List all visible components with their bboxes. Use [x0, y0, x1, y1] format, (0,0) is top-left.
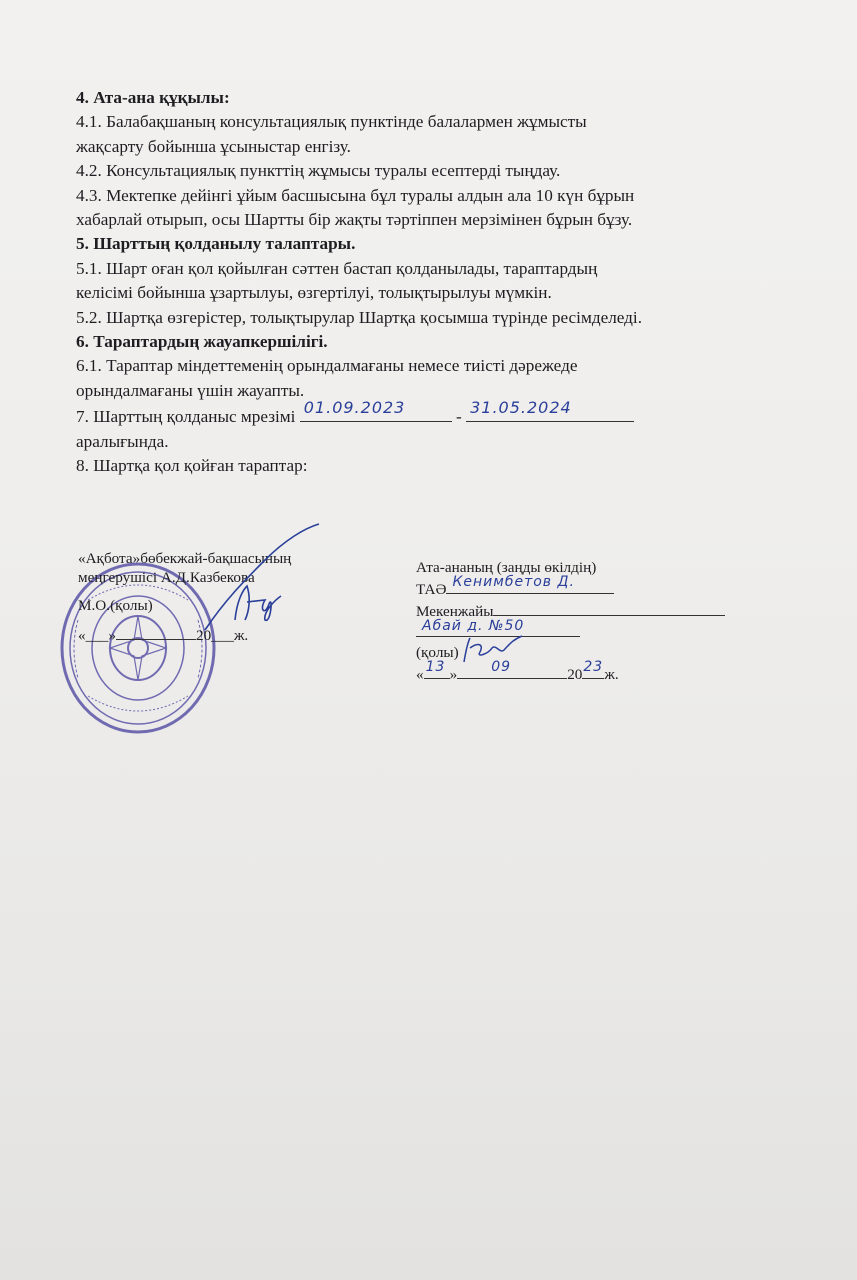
- term-end-field: [466, 397, 634, 422]
- clause-4-2: 4.2. Консультациялық пункттің жұмысы туралы есептерді тыңдау.: [76, 161, 561, 181]
- head-name: меңгерушісі А.Д.Казбекова: [78, 568, 255, 586]
- date-day-handwritten: 13: [425, 659, 446, 676]
- clause-4-1-line-2: жақсарту бойынша ұсыныстар енгізу.: [76, 136, 351, 156]
- clause-4-1-line-1: 4.1. Балабақшаның консультациялық пунктінде балалармен жұмысты: [76, 112, 587, 132]
- parent-fio-line: [416, 574, 746, 600]
- clause-4-3-line-2: хабарлай отырып, осы Шартты бір жақты тәртіппен мерзімінен бұрын бұзу.: [76, 210, 633, 230]
- seal-sign-label: М.О.(қолы): [78, 597, 153, 614]
- clause-4-3-line-1: 4.3. Мектепке дейінгі ұйым басшысына бұл туралы алдын ала 10 күн бұрын: [76, 185, 635, 205]
- fio-label: ТАӘ: [416, 580, 447, 598]
- date-month-handwritten: 09: [491, 659, 512, 676]
- date-year-field: [582, 659, 604, 679]
- head-signature: [195, 520, 325, 640]
- clause-5-2: 5.2. Шартқа өзгерістер, толықтырулар Шартқа қосымша түрінде ресімделеді.: [76, 307, 642, 327]
- left-date-month: [116, 624, 196, 640]
- clause-7: [76, 397, 836, 429]
- fio-field: [446, 574, 614, 594]
- parent-date-line: [416, 659, 746, 685]
- parent-sign-label: (қолы): [416, 644, 459, 662]
- clause-7-suffix: аралығында.: [76, 431, 169, 451]
- term-start-field: [300, 397, 452, 422]
- clause-5-1-line-2: келісімі бойынша ұзартылуы, өзгертілуі, толықтырылуы мүмкін.: [76, 283, 552, 303]
- section-4-heading: 4. Ата-ана құқылы:: [76, 88, 230, 107]
- left-date-year: 20___ж.: [195, 626, 249, 644]
- address-label: Мекенжайы: [416, 602, 494, 620]
- section-5-heading: 5. Шарттың қолданылу талаптары.: [76, 234, 356, 254]
- term-start-handwritten: 01.09.2023: [303, 397, 406, 417]
- date-year-prefix: 20: [567, 665, 583, 683]
- clause-8: 8. Шартқа қол қойған тараптар:: [76, 456, 308, 476]
- left-date-day: «___»: [78, 626, 116, 644]
- clause-7-label: 7. Шарттың қолданыс мрезімі: [76, 407, 296, 427]
- date-year-handwritten: 23: [583, 659, 604, 676]
- date-year-suffix: ж.: [604, 665, 619, 683]
- contract-body: [76, 86, 836, 479]
- date-close-quote: »: [449, 665, 458, 683]
- term-end-handwritten: 31.05.2024: [470, 397, 572, 417]
- clause-6-1-line-2: орындалмағаны үшін жауапты.: [76, 380, 305, 400]
- term-separator: -: [456, 407, 462, 427]
- date-open-quote: «: [416, 665, 424, 683]
- date-day-field: [424, 659, 450, 679]
- clause-5-1-line-1: 5.1. Шарт оған қол қойылған сәттен бастап қолданылады, тараптардың: [76, 258, 598, 278]
- parent-title: Ата-ананың (заңды өкілдің): [416, 559, 597, 576]
- address-field-top: [493, 600, 725, 616]
- section-6-heading: 6. Тараптардың жауапкершілігі.: [76, 332, 328, 352]
- kindergarten-name: «Ақбота»бөбекжай-бақшасының: [78, 550, 292, 567]
- parent-signature: [458, 632, 528, 666]
- address-handwritten: Абай д. №50: [422, 617, 525, 634]
- clause-6-1-line-1: 6.1. Тараптар міндеттеменің орындалмағаны немесе тиісті дәрежеде: [76, 356, 578, 376]
- fio-handwritten: Кенимбетов Д.: [452, 574, 575, 590]
